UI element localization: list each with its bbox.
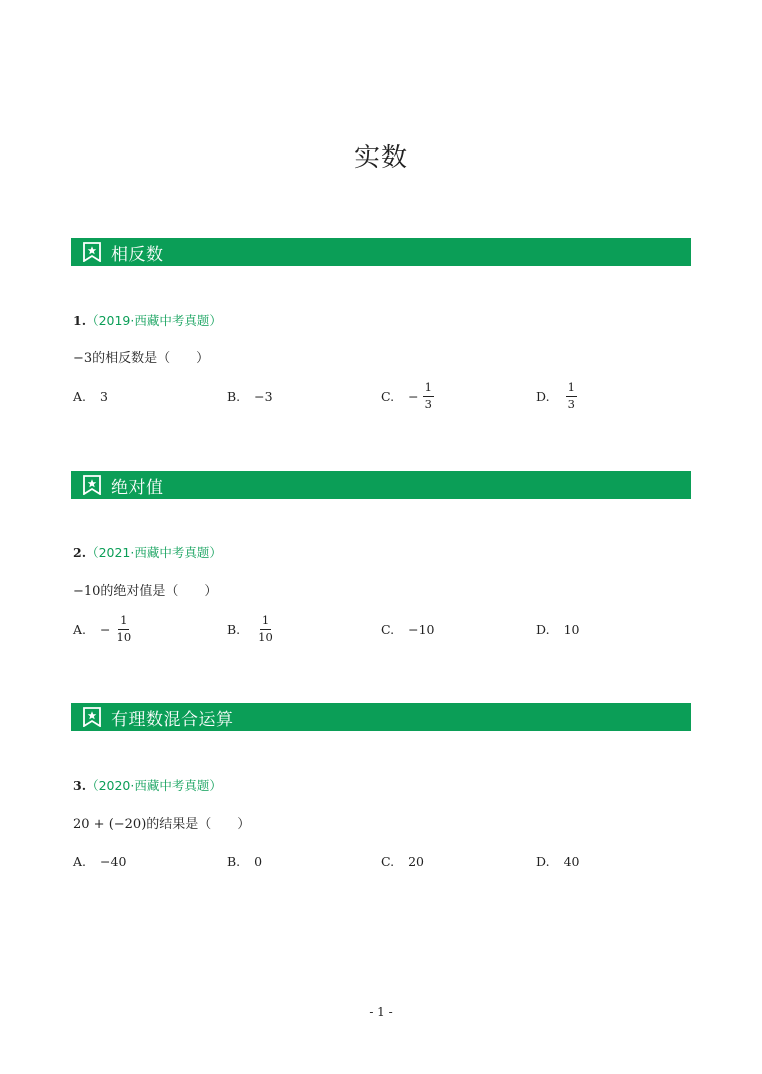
option-d[interactable]: D. 10 bbox=[536, 621, 580, 637]
question-stem: 20 + (−20)的结果是（ ） bbox=[73, 817, 251, 832]
question-number: 2. bbox=[73, 545, 87, 560]
fraction: $\frac{1}{3}$ bbox=[567, 380, 575, 411]
option-value: 20 bbox=[408, 853, 424, 869]
minus-sign: − bbox=[408, 388, 419, 404]
question-number: 3. bbox=[73, 778, 87, 793]
bookmark-star-icon bbox=[83, 475, 101, 495]
question-source: （2021·西藏中考真题） bbox=[86, 545, 222, 560]
section-bar-opposite-numbers bbox=[71, 238, 691, 266]
section-label: 相反数 bbox=[111, 244, 164, 265]
option-b[interactable]: B. −3 bbox=[227, 388, 273, 404]
fraction: $\frac{1}{10}$ bbox=[258, 613, 273, 644]
section-label: 有理数混合运算 bbox=[111, 709, 234, 730]
section-label: 绝对值 bbox=[111, 477, 164, 498]
options-row bbox=[73, 378, 693, 414]
fraction: $\frac{1}{3}$ bbox=[424, 380, 432, 411]
option-value: 3 bbox=[100, 388, 108, 404]
section-bar-absolute-value bbox=[71, 471, 691, 499]
page-title: 实数 bbox=[353, 143, 408, 173]
minus-sign: − bbox=[100, 621, 111, 637]
option-c[interactable]: C. 20 bbox=[381, 853, 424, 869]
option-d[interactable]: D. 40 bbox=[536, 853, 580, 869]
option-value: −10 bbox=[408, 621, 435, 637]
option-a[interactable]: A. −40 bbox=[73, 853, 127, 869]
option-value: 10 bbox=[563, 621, 580, 637]
option-d[interactable]: D. $\frac{1}{3}$ bbox=[536, 380, 575, 411]
section-bar-mixed-operations bbox=[71, 703, 691, 731]
question-header bbox=[73, 776, 222, 794]
question-header bbox=[73, 543, 222, 561]
option-value: 0 bbox=[254, 853, 263, 869]
option-a[interactable]: A. 3 bbox=[73, 388, 108, 404]
option-b[interactable]: B. 0 bbox=[227, 853, 263, 869]
option-c[interactable]: C. − $\frac{1}{3}$ bbox=[381, 380, 432, 411]
option-b[interactable]: B. $\frac{1}{10}$ bbox=[227, 613, 273, 644]
question-header bbox=[73, 311, 222, 329]
option-value: −3 bbox=[254, 388, 273, 404]
question-stem: −10的绝对值是（ ） bbox=[73, 584, 218, 599]
option-a[interactable]: A. − $\frac{1}{10}$ bbox=[73, 613, 132, 644]
bookmark-star-icon bbox=[83, 242, 101, 262]
bookmark-star-icon bbox=[83, 707, 101, 727]
page-number: - 1 - bbox=[369, 1005, 393, 1019]
question-source: （2019·西藏中考真题） bbox=[86, 313, 222, 328]
option-value: 40 bbox=[563, 853, 580, 869]
fraction: $\frac{1}{10}$ bbox=[116, 613, 132, 644]
question-stem: −3的相反数是（ ） bbox=[73, 351, 210, 366]
options-row bbox=[73, 611, 693, 647]
option-c[interactable]: C. −10 bbox=[381, 621, 435, 637]
option-value: −40 bbox=[100, 853, 127, 869]
question-source: （2020·西藏中考真题） bbox=[86, 778, 222, 793]
question-number: 1. bbox=[73, 313, 87, 328]
options-row bbox=[73, 843, 693, 879]
